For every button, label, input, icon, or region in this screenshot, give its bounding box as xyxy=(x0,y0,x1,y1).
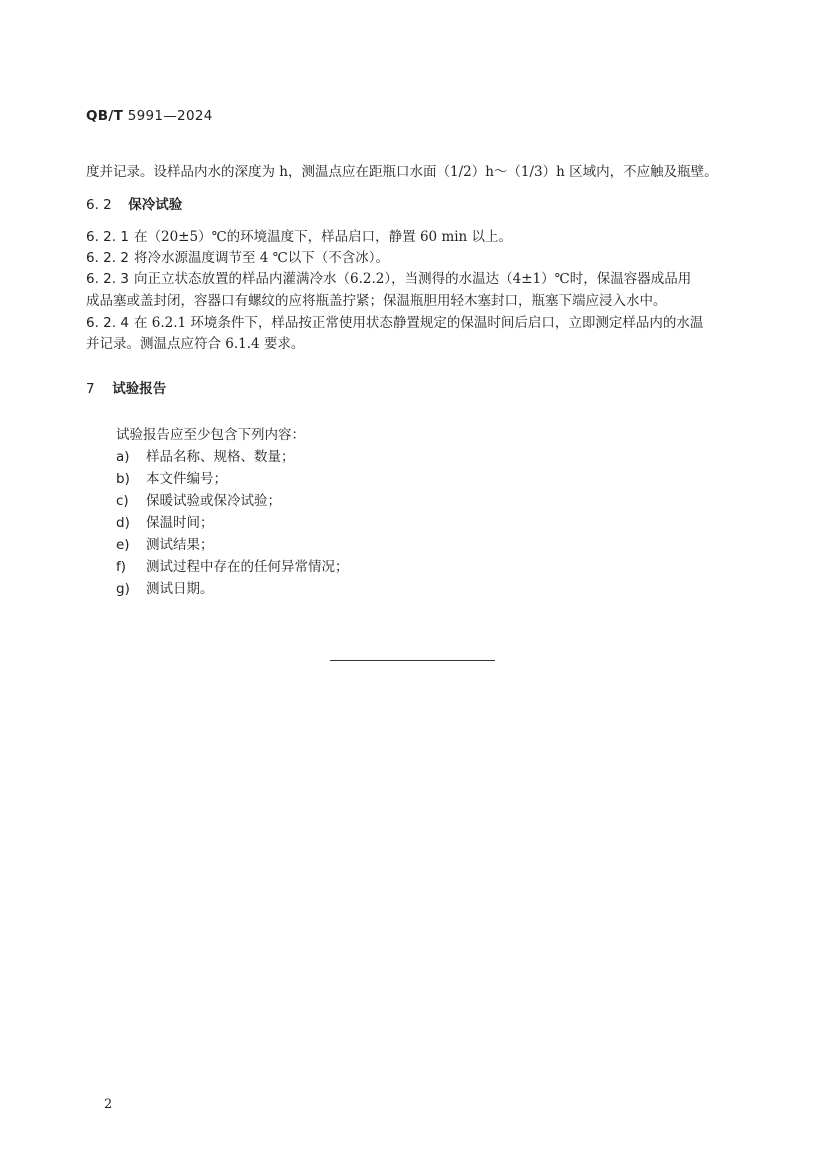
list-item-label: d) xyxy=(116,515,130,531)
clause-6-2-1 xyxy=(86,225,512,245)
clause-number: 6. 2. 1 xyxy=(86,229,129,245)
list-item-text: 保温时间； xyxy=(146,515,214,531)
list-item-label: b) xyxy=(116,471,130,487)
clause-text: 将冷水源温度调节至 4 ℃以下（不含冰）。 xyxy=(134,250,390,266)
section-number: 7 xyxy=(86,381,95,397)
list-item xyxy=(116,489,281,509)
list-item-label: f) xyxy=(116,559,127,575)
clause-number: 6. 2. 2 xyxy=(86,250,129,266)
list-item xyxy=(116,467,227,487)
list-item-label: g) xyxy=(116,581,130,597)
section-6-2-heading xyxy=(86,193,182,213)
clause-6-2-3 xyxy=(86,267,691,287)
section-title: 保冷试验 xyxy=(128,197,183,213)
report-intro: 试验报告应至少包含下列内容： xyxy=(116,427,305,443)
clause-6-2-3-continuation: 成品塞或盖封闭，容器口有螺纹的应将瓶盖拧紧；保温瓶胆用轻木塞封口，瓶塞下端应浸入水中。 xyxy=(86,293,667,309)
list-item xyxy=(116,533,214,553)
list-item-label: c) xyxy=(116,493,129,509)
page-number: 2 xyxy=(104,1097,113,1112)
list-item-text: 保暖试验或保冷试验； xyxy=(146,493,281,509)
document-code-prefix: QB/T xyxy=(86,108,124,124)
section-number: 6. 2 xyxy=(86,197,112,213)
list-item-label: e) xyxy=(116,537,130,553)
clause-number: 6. 2. 4 xyxy=(86,315,129,331)
list-item-text: 测试过程中存在的任何异常情况； xyxy=(146,559,349,575)
clause-text: 在（20±5）℃的环境温度下，样品启口，静置 60 min 以上。 xyxy=(134,229,513,245)
list-item xyxy=(116,445,295,465)
section-7-heading xyxy=(86,377,166,397)
list-item-text: 本文件编号； xyxy=(146,471,227,487)
list-item xyxy=(116,511,214,531)
list-item xyxy=(116,555,349,575)
list-item-text: 测试结果； xyxy=(146,537,214,553)
list-item-text: 测试日期。 xyxy=(146,581,214,597)
clause-text: 向正立状态放置的样品内灌满冷水（6.2.2），当测得的水温达（4±1）℃时，保温容器成品用 xyxy=(134,271,692,287)
clause-6-2-4-continuation: 并记录。测温点应符合 6.1.4 要求。 xyxy=(86,336,305,352)
paragraph-continuation: 度并记录。设样品内水的深度为 h，测温点应在距瓶口水面（1/2）h～（1/3）h 区域内，不应触及瓶壁。 xyxy=(86,164,718,180)
document-code-number: 5991—2024 xyxy=(123,108,213,124)
end-divider xyxy=(330,660,495,661)
clause-text: 在 6.2.1 环境条件下，样品按正常使用状态静置规定的保温时间后启口，立即测定样品内的水温 xyxy=(134,315,704,331)
list-item-label: a) xyxy=(116,449,130,465)
clause-6-2-2 xyxy=(86,246,389,266)
document-code xyxy=(86,108,213,124)
list-item-text: 样品名称、规格、数量； xyxy=(146,449,295,465)
list-item xyxy=(116,577,214,597)
clause-6-2-4 xyxy=(86,311,703,331)
section-title: 试验报告 xyxy=(112,381,167,397)
clause-number: 6. 2. 3 xyxy=(86,271,129,287)
